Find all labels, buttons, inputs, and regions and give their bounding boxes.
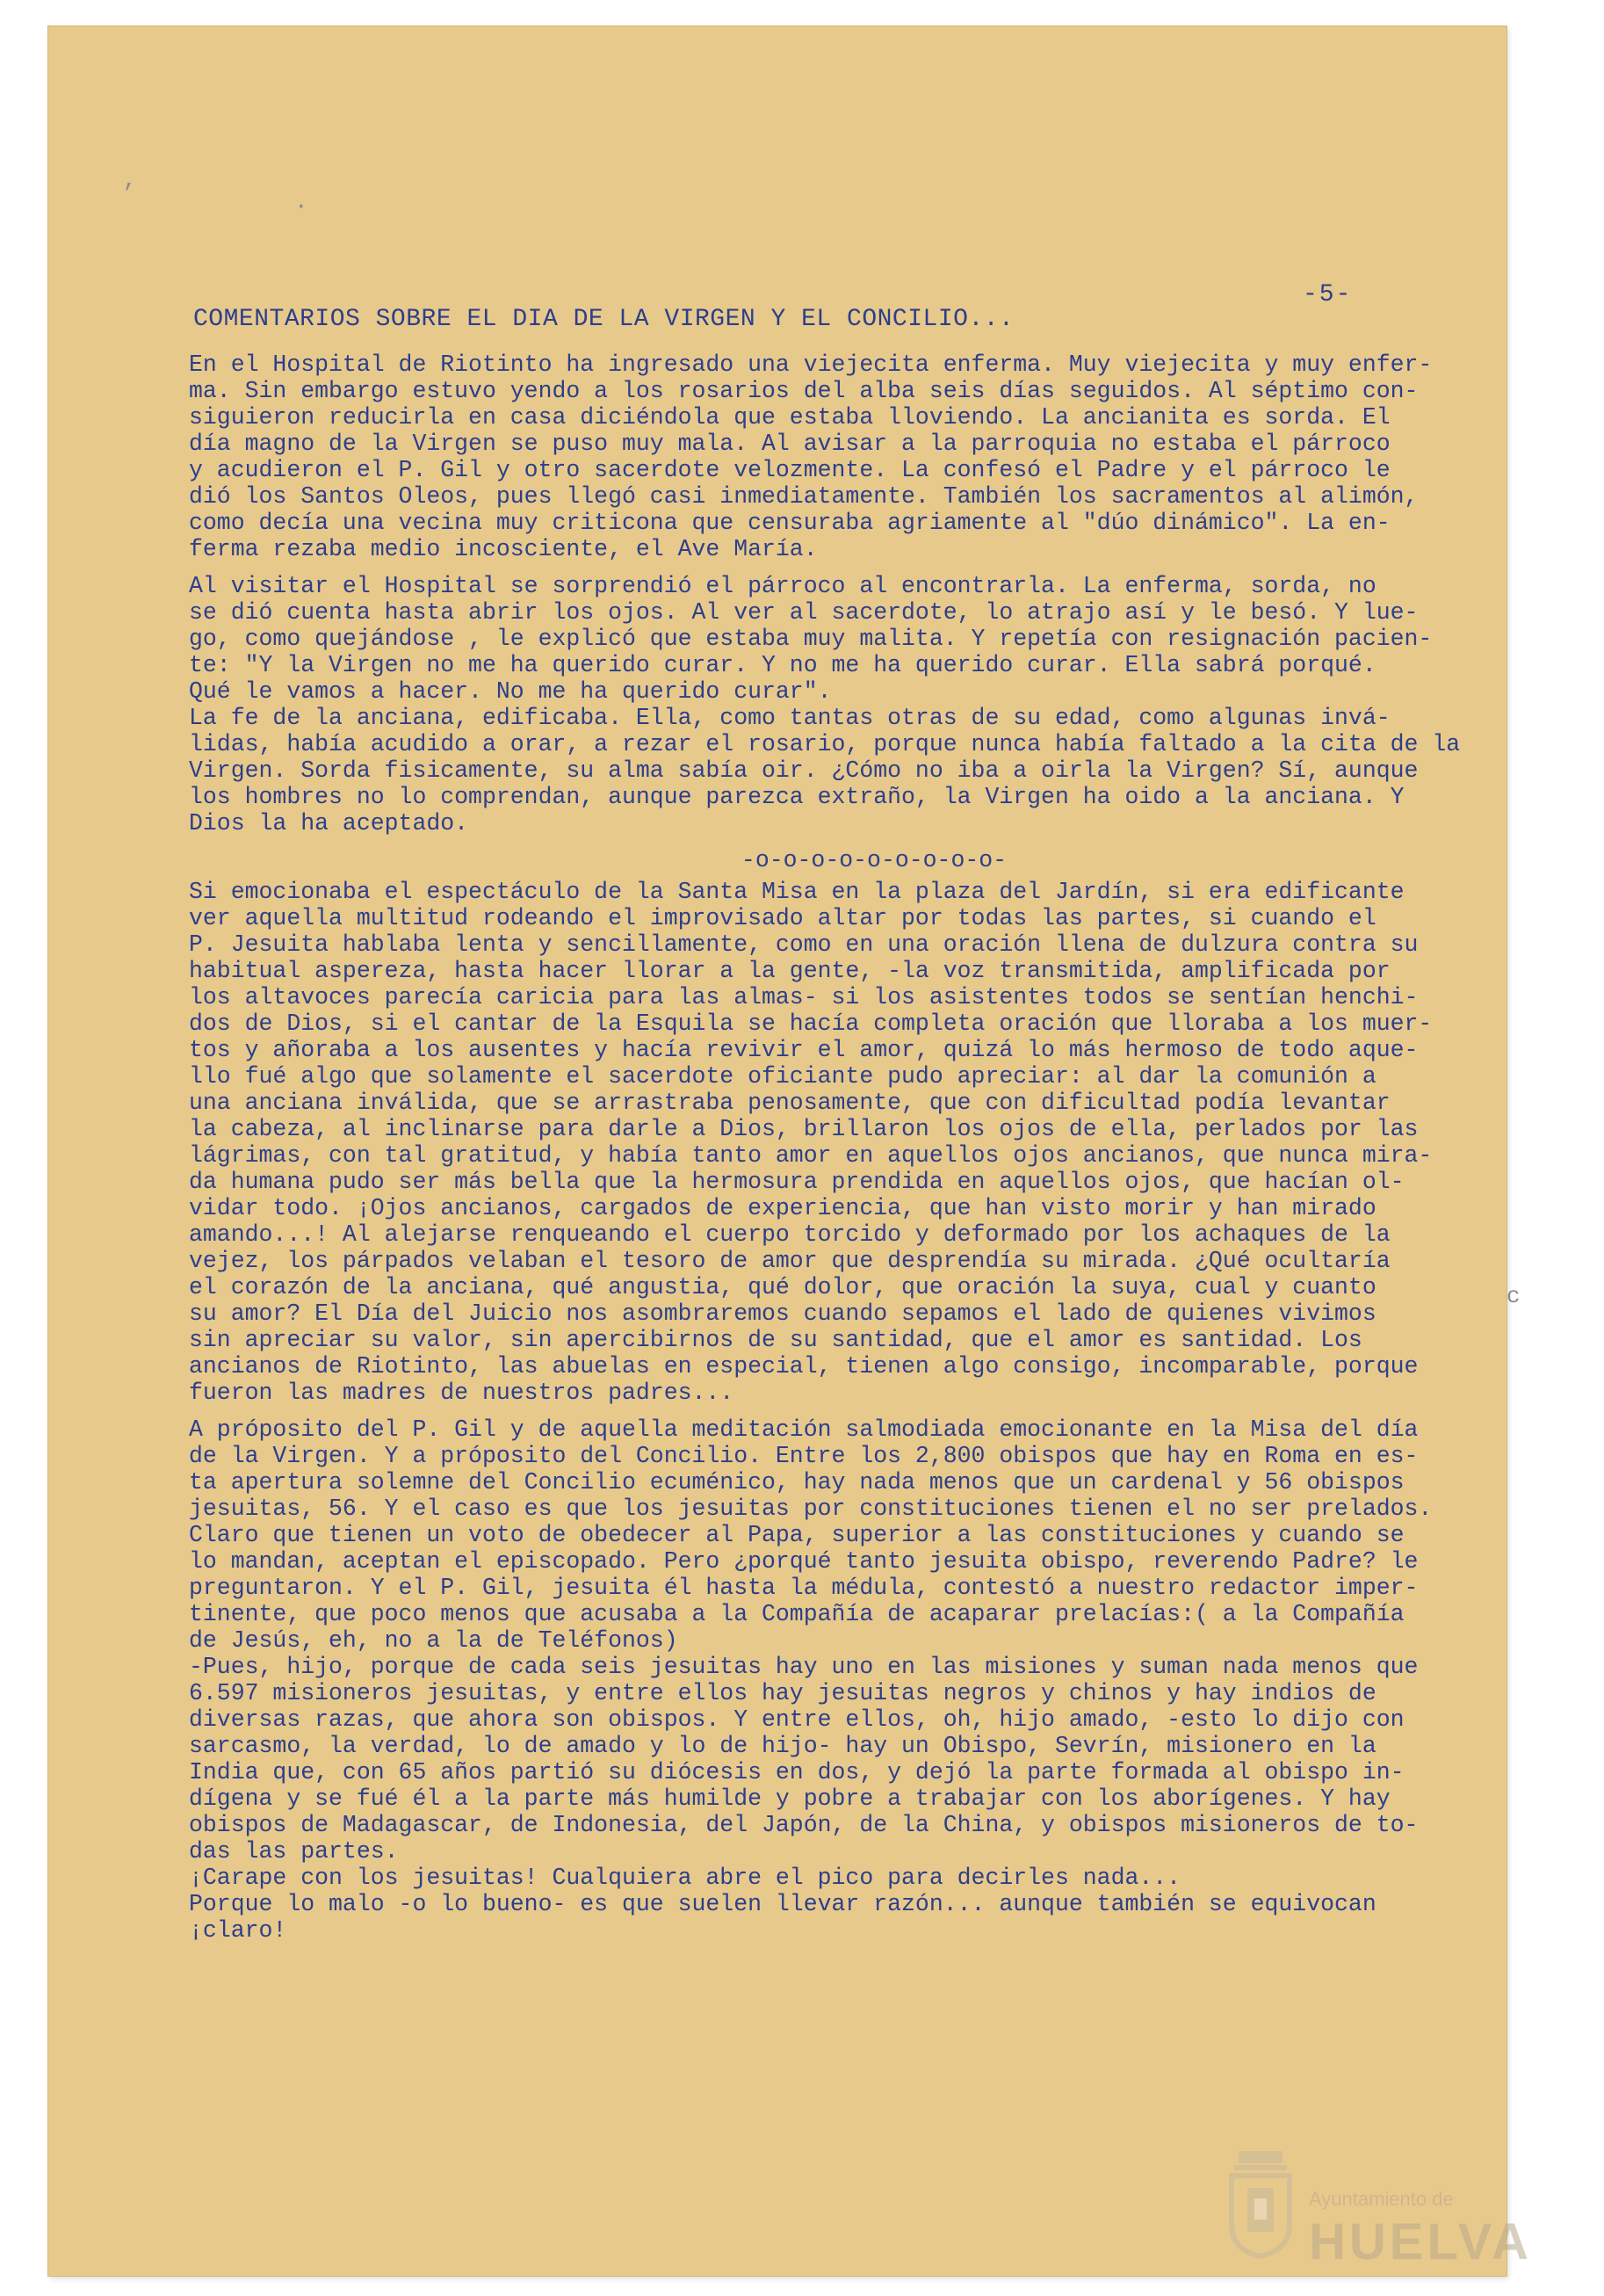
text-line: La fe de la anciana, edificaba. Ella, como tantas otras de su edad, como algunas invá-	[189, 705, 1391, 731]
text-line: te: "Y la Virgen no me ha querido curar. Y no me ha querido curar. Ella sabrá porqué.	[189, 652, 1376, 678]
text-line: lágrimas, con tal gratitud, y había tanto amor en aquellos ojos ancianos, que nunca mira-	[189, 1142, 1433, 1169]
text-line: una anciana inválida, que se arrastraba penosamente, que con dificultad podía levantar	[189, 1090, 1391, 1116]
text-line: el corazón de la anciana, qué angustia, qué dolor, que oración la suya, cual y cuanto	[189, 1274, 1376, 1300]
text-line: Virgen. Sorda fisicamente, su alma sabía oir. ¿Cómo no iba a oirla la Virgen? Sí, aunque	[189, 757, 1419, 784]
text-line: vejez, los párpados velaban el tesoro de amor que desprendía su mirada. ¿Qué ocultaría	[189, 1248, 1391, 1274]
text-line: A próposito del P. Gil y de aquella meditación salmodiada emocionante en la Misa del día	[189, 1416, 1419, 1443]
text-line: dígena y se fué él a la parte más humilde y pobre a trabajar con los aborígenes. Y hay	[189, 1785, 1391, 1812]
text-line: ¡Carape con los jesuitas! Cualquiera abre el pico para decirles nada...	[189, 1865, 1181, 1891]
paragraph	[189, 879, 1559, 1406]
text-line: la cabeza, al inclinarse para darle a Dios, brillaron los ojos de ella, perlados por las	[189, 1116, 1419, 1142]
text-line: ta apertura solemne del Concilio ecuménico, hay nada menos que un cardenal y 56 obispos	[189, 1469, 1405, 1496]
document-page	[48, 26, 1521, 2276]
text-line: como decía una vecina muy criticona que censuraba agriamente al "dúo dinámico". La en-	[189, 510, 1391, 536]
text-line: los hombres no lo comprendan, aunque parezca extraño, la Virgen ha oido a la anciana. Y	[189, 784, 1405, 810]
text-line: ver aquella multitud rodeando el improvisado altar por todas las partes, si cuando el	[189, 905, 1376, 931]
text-line: fueron las madres de nuestros padres...	[189, 1380, 734, 1406]
text-line: da humana pudo ser más bella que la hermosura prendida en aquellos ojos, que hacían ol-	[189, 1169, 1405, 1195]
paragraph	[189, 1416, 1559, 1944]
text-line: -Pues, hijo, porque de cada seis jesuitas hay uno en las misiones y suman nada menos que	[189, 1654, 1419, 1680]
text-line: ma. Sin embargo estuvo yendo a los rosarios del alba seis días seguidos. Al séptimo con-	[189, 378, 1419, 404]
section-separator: -o-o-o-o-o-o-o-o-o-	[741, 847, 1008, 873]
text-line: En el Hospital de Riotinto ha ingresado una viejecita enferma. Muy viejecita y muy enfer-	[189, 351, 1433, 378]
text-line: Si emocionaba el espectáculo de la Santa Misa en la plaza del Jardín, si era edificante	[189, 879, 1405, 905]
text-line: 6.597 misioneros jesuitas, y entre ellos hay jesuitas negros y chinos y hay indios de	[189, 1680, 1376, 1706]
text-line: das las partes.	[189, 1838, 399, 1865]
text-line: Claro que tienen un voto de obedecer al Papa, superior a las constituciones y cuando se	[189, 1522, 1405, 1548]
page-number: -5-	[1303, 281, 1353, 308]
text-line: Porque lo malo -o lo bueno- es que suelen llevar razón... aunque también se equivocan	[189, 1891, 1376, 1917]
text-line: diversas razas, que ahora son obispos. Y entre ellos, oh, hijo amado, -esto lo dijo con	[189, 1706, 1405, 1733]
text-line: India que, con 65 años partió su diócesis en dos, y dejó la parte formada al obispo in-	[189, 1759, 1405, 1785]
stray-ink-mark: ·	[294, 193, 308, 220]
watermark-line1: Ayuntamiento de	[1309, 2188, 1454, 2210]
watermark	[1203, 2144, 1532, 2276]
text-line: su amor? El Día del Juicio nos asombraremos cuando sepamos el lado de quienes vivimos	[189, 1300, 1376, 1327]
text-line: go, como quejándose , le explicó que estaba muy malita. Y repetía con resignación pacien-	[189, 626, 1433, 652]
text-line: Dios la ha aceptado.	[189, 810, 469, 837]
text-line: obispos de Madagascar, de Indonesia, del Japón, de la China, y obispos misioneros de to-	[189, 1812, 1419, 1838]
text-line: de la Virgen. Y a próposito del Concilio. Entre los 2,800 obispos que hay en Roma en es-	[189, 1443, 1419, 1469]
text-line: lidas, había acudido a orar, a rezar el rosario, porque nunca había faltado a la cita de la	[189, 731, 1461, 757]
text-line: amando...! Al alejarse renqueando el cuerpo torcido y deformado por los achaques de la	[189, 1221, 1391, 1248]
text-line: tinente, que poco menos que acusaba a la Compañía de acaparar prelacías:( a la Compañía	[189, 1601, 1405, 1627]
stray-ink-mark: ,	[123, 167, 137, 193]
text-line: de Jesús, eh, no a la de Teléfonos)	[189, 1627, 678, 1654]
text-line: ¡claro!	[189, 1917, 287, 1944]
text-line: día magno de la Virgen se puso muy mala. Al avisar a la parroquia no estaba el párroco	[189, 431, 1391, 457]
text-line: preguntaron. Y el P. Gil, jesuita él hasta la médula, contestó a nuestro redactor imper-	[189, 1575, 1419, 1601]
text-line: ancianos de Riotinto, las abuelas en especial, tienen algo consigo, incomparable, porque	[189, 1353, 1419, 1380]
text-line: y acudieron el P. Gil y otro sacerdote velozmente. La confesó el Padre y el párroco le	[189, 457, 1391, 483]
watermark-line2: HUELVA	[1309, 2213, 1532, 2271]
paragraph	[189, 573, 1559, 837]
text-line: dió los Santos Oleos, pues llegó casi inmediatamente. También los sacramentos al alimón,	[189, 483, 1419, 510]
text-line: llo fué algo que solamente el sacerdote oficiante pudo apreciar: al dar la comunión a	[189, 1063, 1376, 1090]
text-line: tos y añoraba a los ausentes y hacía revivir el amor, quizá lo más hermoso de todo aque-	[189, 1037, 1419, 1063]
text-line: sin apreciar su valor, sin apercibirnos de su santidad, que el amor es santidad. Los	[189, 1327, 1362, 1353]
paragraph	[189, 351, 1559, 562]
text-line: Al visitar el Hospital se sorprendió el párroco al encontrarla. La enferma, sorda, no	[189, 573, 1376, 599]
text-line: jesuitas, 56. Y el caso es que los jesuitas por constituciones tienen el no ser prelados.	[189, 1496, 1433, 1522]
text-line: sarcasmo, la verdad, lo de amado y lo de hijo- hay un Obispo, Sevrín, misionero en la	[189, 1733, 1376, 1759]
text-line: P. Jesuita hablaba lenta y sencillamente, como en una oración llena de dulzura contra su	[189, 931, 1419, 958]
text-line: Qué le vamos a hacer. No me ha querido curar".	[189, 678, 832, 705]
text-line: se dió cuenta hasta abrir los ojos. Al ver al sacerdote, lo atrajo así y le besó. Y lue-	[189, 599, 1419, 626]
stray-ink-mark: c	[1506, 1283, 1521, 1309]
document-body	[189, 351, 1559, 1954]
document-title: COMENTARIOS SOBRE EL DIA DE LA VIRGEN Y EL CONCILIO...	[193, 306, 1015, 333]
text-line: vidar todo. ¡Ojos ancianos, cargados de experiencia, que han visto morir y han mirado	[189, 1195, 1376, 1221]
text-line: lo mandan, aceptan el episcopado. Pero ¿porqué tanto jesuita obispo, reverendo Padre? le	[189, 1548, 1419, 1575]
coat-of-arms-icon	[1221, 2144, 1300, 2258]
text-line: ferma rezaba medio incosciente, el Ave María.	[189, 536, 818, 562]
text-line: los altavoces parecía caricia para las almas- si los asistentes todos se sentían henchi-	[189, 984, 1419, 1010]
text-line: habitual aspereza, hasta hacer llorar a la gente, -la voz transmitida, amplificada por	[189, 958, 1391, 984]
text-line: siguieron reducirla en casa diciéndola que estaba lloviendo. La ancianita es sorda. El	[189, 404, 1391, 431]
text-line: dos de Dios, si el cantar de la Esquila se hacía completa oración que lloraba a los muer-	[189, 1010, 1433, 1037]
